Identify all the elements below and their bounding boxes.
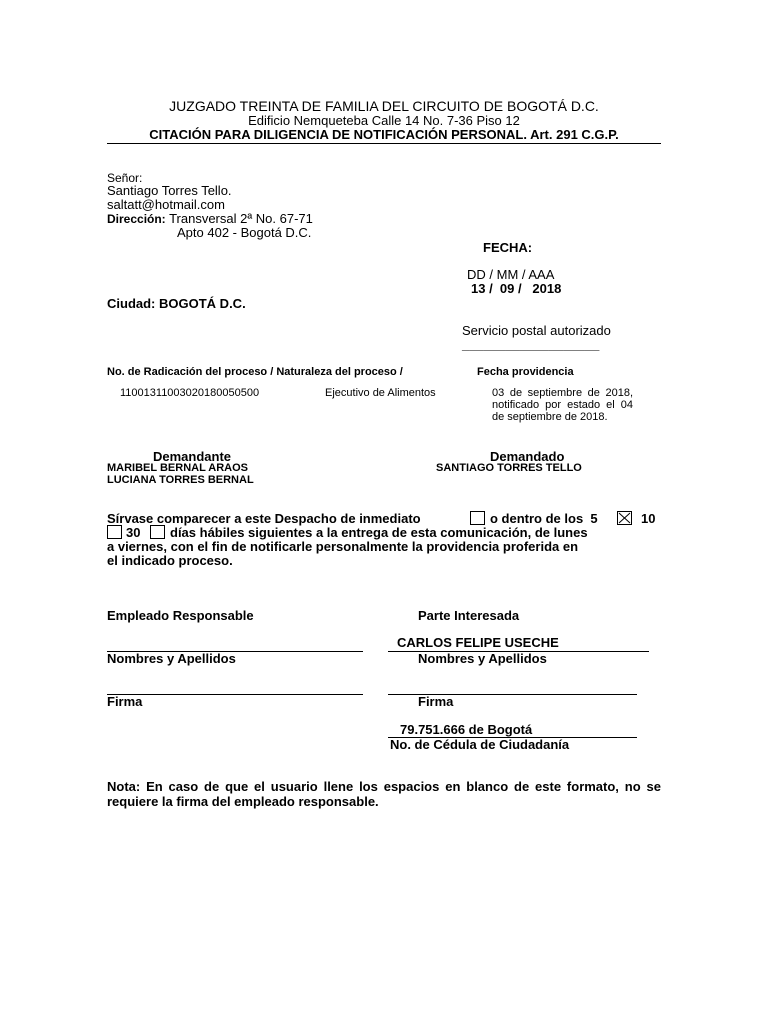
instruccion-part1: Sírvase comparecer a este Despacho de inmediato: [107, 511, 421, 526]
radicacion-number: 11001311003020180050500: [120, 387, 260, 399]
parte-firma-label: Firma: [418, 694, 454, 709]
empleado-nombres-label: Nombres y Apellidos: [107, 651, 236, 666]
demandado-name: SANTIAGO TORRES TELLO: [436, 462, 582, 474]
demandado-label: Demandado: [490, 449, 565, 464]
instruccion-part5: días hábiles siguientes a la entrega de esta comunicación, de lunes: [170, 525, 588, 540]
salutation: Señor:: [107, 171, 143, 185]
instruccion-part2: o dentro de los 5: [490, 511, 598, 526]
parte-interesada-label: Parte Interesada: [418, 608, 520, 623]
nota: Nota: En caso de que el usuario llene los espacios en blanco de este formato, no se requiere la firma del empleado responsable.: [107, 779, 661, 809]
ciudad-label: Ciudad:: [107, 296, 156, 311]
title-underline: [107, 143, 661, 144]
fecha-providencia-header: Fecha providencia: [477, 366, 574, 378]
check-x-icon: [618, 512, 631, 524]
instruccion-line2: a viernes, con el fin de notificarle personalmente la providencia proferida en: [107, 539, 579, 554]
court-name: JUZGADO TREINTA DE FAMILIA DEL CIRCUITO DE BOGOTÁ D.C.: [169, 98, 599, 114]
checkbox-30-dias[interactable]: [150, 525, 165, 539]
servicio-postal-blank: ___________________: [462, 337, 600, 352]
demandante-1: MARIBEL BERNAL ARAOS: [107, 462, 248, 474]
ciudad-value: BOGOTÁ D.C.: [159, 296, 246, 311]
cedula-value: 79.751.666 de Bogotá: [400, 722, 533, 737]
address-label: Dirección:: [107, 212, 166, 226]
cedula-label: No. de Cédula de Ciudadanía: [390, 737, 570, 752]
fecha-label: FECHA:: [483, 240, 533, 255]
checkbox-inmediato[interactable]: [470, 511, 485, 525]
naturaleza-proceso: Ejecutivo de Alimentos: [325, 387, 436, 399]
servicio-postal-label: Servicio postal autorizado: [462, 323, 611, 338]
court-address: Edificio Nemqueteba Calle 14 No. 7-36 Piso 12: [248, 113, 520, 128]
empleado-label: Empleado Responsable: [107, 608, 254, 623]
parte-nombre: CARLOS FELIPE USECHE: [397, 635, 559, 650]
instruccion-line3: el indicado proceso.: [107, 553, 233, 568]
fecha-value: 13 / 09 / 2018: [471, 281, 562, 296]
demandante-label: Demandante: [153, 449, 232, 464]
parte-nombres-label: Nombres y Apellidos: [418, 651, 547, 666]
fecha-providencia-value: 03 de septiembre de 2018, notificado por estado el 04 de septiembre de 2018.: [492, 387, 633, 423]
fecha-format: DD / MM / AAA: [467, 267, 555, 282]
recipient-email: saltatt@hotmail.com: [107, 197, 225, 212]
empleado-firma-label: Firma: [107, 694, 143, 709]
instruccion-part4: 30: [126, 525, 141, 540]
checkbox-10-dias[interactable]: [107, 525, 122, 539]
radicacion-header: No. de Radicación del proceso / Naturaleza del proceso /: [107, 366, 403, 378]
instruccion-part3: 10: [641, 511, 656, 526]
demandante-2: LUCIANA TORRES BERNAL: [107, 474, 254, 486]
address-line1: Transversal 2ª No. 67-71: [169, 211, 313, 226]
recipient-name: Santiago Torres Tello.: [107, 183, 232, 198]
empleado-firma-line: [107, 694, 363, 695]
recipient-address: [107, 211, 313, 226]
checkbox-5-dias-checked[interactable]: [617, 511, 632, 525]
ciudad: [107, 296, 246, 311]
document-title: CITACIÓN PARA DILIGENCIA DE NOTIFICACIÓN PERSONAL. Art. 291 C.G.P.: [149, 127, 619, 142]
address-line2: Apto 402 - Bogotá D.C.: [177, 225, 312, 240]
